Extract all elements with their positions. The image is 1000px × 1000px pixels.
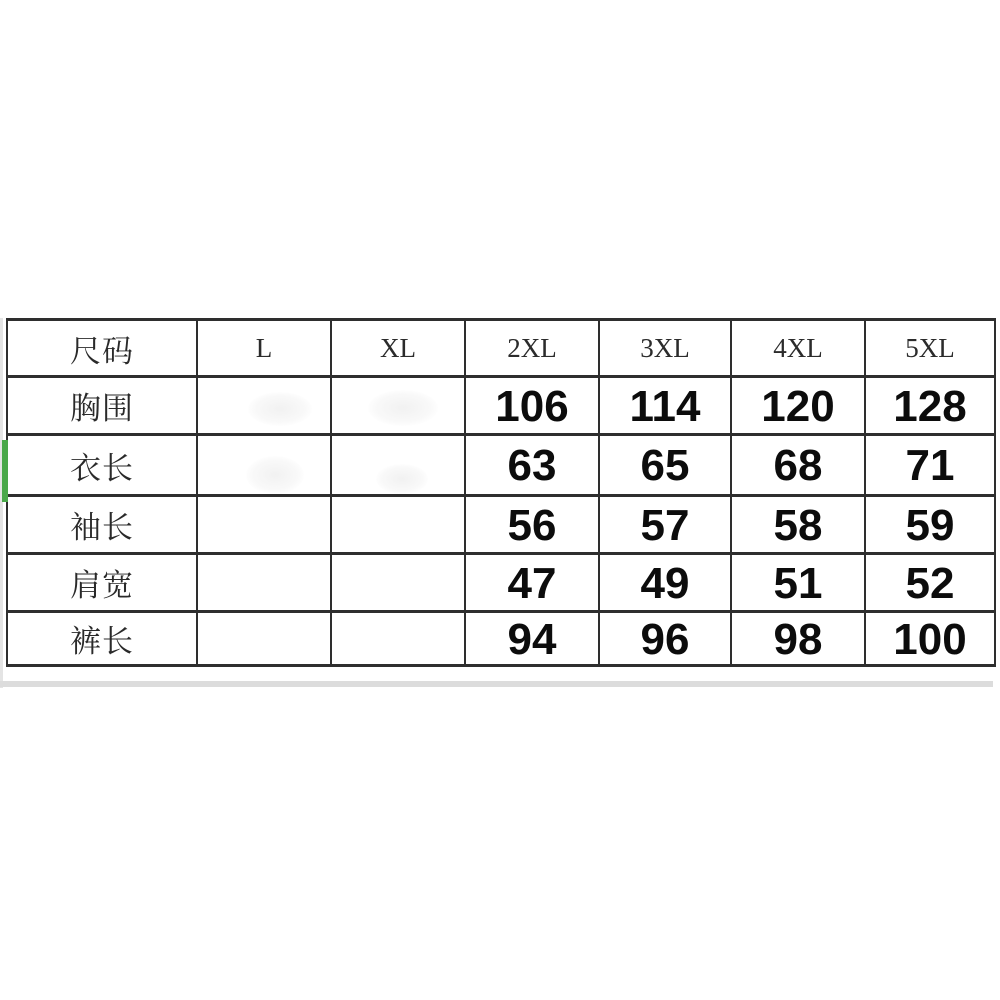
row-label-garment-length: 衣长 [7,435,197,496]
row-label-shoulder-width: 肩宽 [7,554,197,612]
cell-sleeve-2xl: 56 [465,497,599,555]
cell-pants-5xl: 100 [865,613,995,667]
cell-shoulder-5xl: 52 [865,555,995,613]
cell-pants-2xl: 94 [465,613,599,667]
table-row-pants-length [7,612,995,666]
header-cell-size-label: 尺码 [7,320,197,377]
cell-chest-2xl: 106 [465,378,599,436]
table-row-garment-length [7,435,995,496]
header-cell-2xl: 2XL [465,320,599,377]
cell-shoulder-4xl: 51 [731,555,865,613]
table-row-sleeve-length [7,496,995,554]
cell-pants-4xl: 98 [731,613,865,667]
cell-sleeve-5xl: 59 [865,497,995,555]
cell-shoulder-2xl: 47 [465,555,599,613]
cell-shoulder-l [197,554,331,612]
cell-length-3xl: 65 [599,436,731,497]
cell-sleeve-l [197,496,331,554]
header-cell-5xl: 5XL [865,320,995,377]
cell-chest-3xl: 114 [599,378,731,436]
table-row-chest [7,377,995,435]
screenshot-edge-left [0,318,3,688]
header-cell-3xl: 3XL [599,320,731,377]
cell-length-2xl: 63 [465,436,599,497]
header-row [7,320,995,377]
erased-text-smudge [376,464,428,494]
cell-length-4xl: 68 [731,436,865,497]
erased-text-smudge [368,390,438,426]
cell-shoulder-3xl: 49 [599,555,731,613]
cell-pants-xl [331,612,465,666]
header-cell-l: L [197,320,331,377]
header-cell-4xl: 4XL [731,320,865,377]
cell-chest-4xl: 120 [731,378,865,436]
screenshot-edge-bottom [0,681,993,687]
row-label-chest: 胸围 [7,377,197,435]
cell-length-5xl: 71 [865,436,995,497]
cell-chest-5xl: 128 [865,378,995,436]
row-label-sleeve-length: 袖长 [7,496,197,554]
header-cell-xl: XL [331,320,465,377]
cell-sleeve-xl [331,496,465,554]
erased-text-smudge [248,392,312,426]
row-label-pants-length: 裤长 [7,612,197,666]
cell-sleeve-4xl: 58 [731,497,865,555]
erased-text-smudge [246,456,304,494]
table-row-shoulder-width [7,554,995,612]
cell-sleeve-3xl: 57 [599,497,731,555]
cell-pants-l [197,612,331,666]
cell-selection-highlight [2,440,8,502]
size-chart-table [6,318,996,667]
cell-shoulder-xl [331,554,465,612]
cell-pants-3xl: 96 [599,613,731,667]
